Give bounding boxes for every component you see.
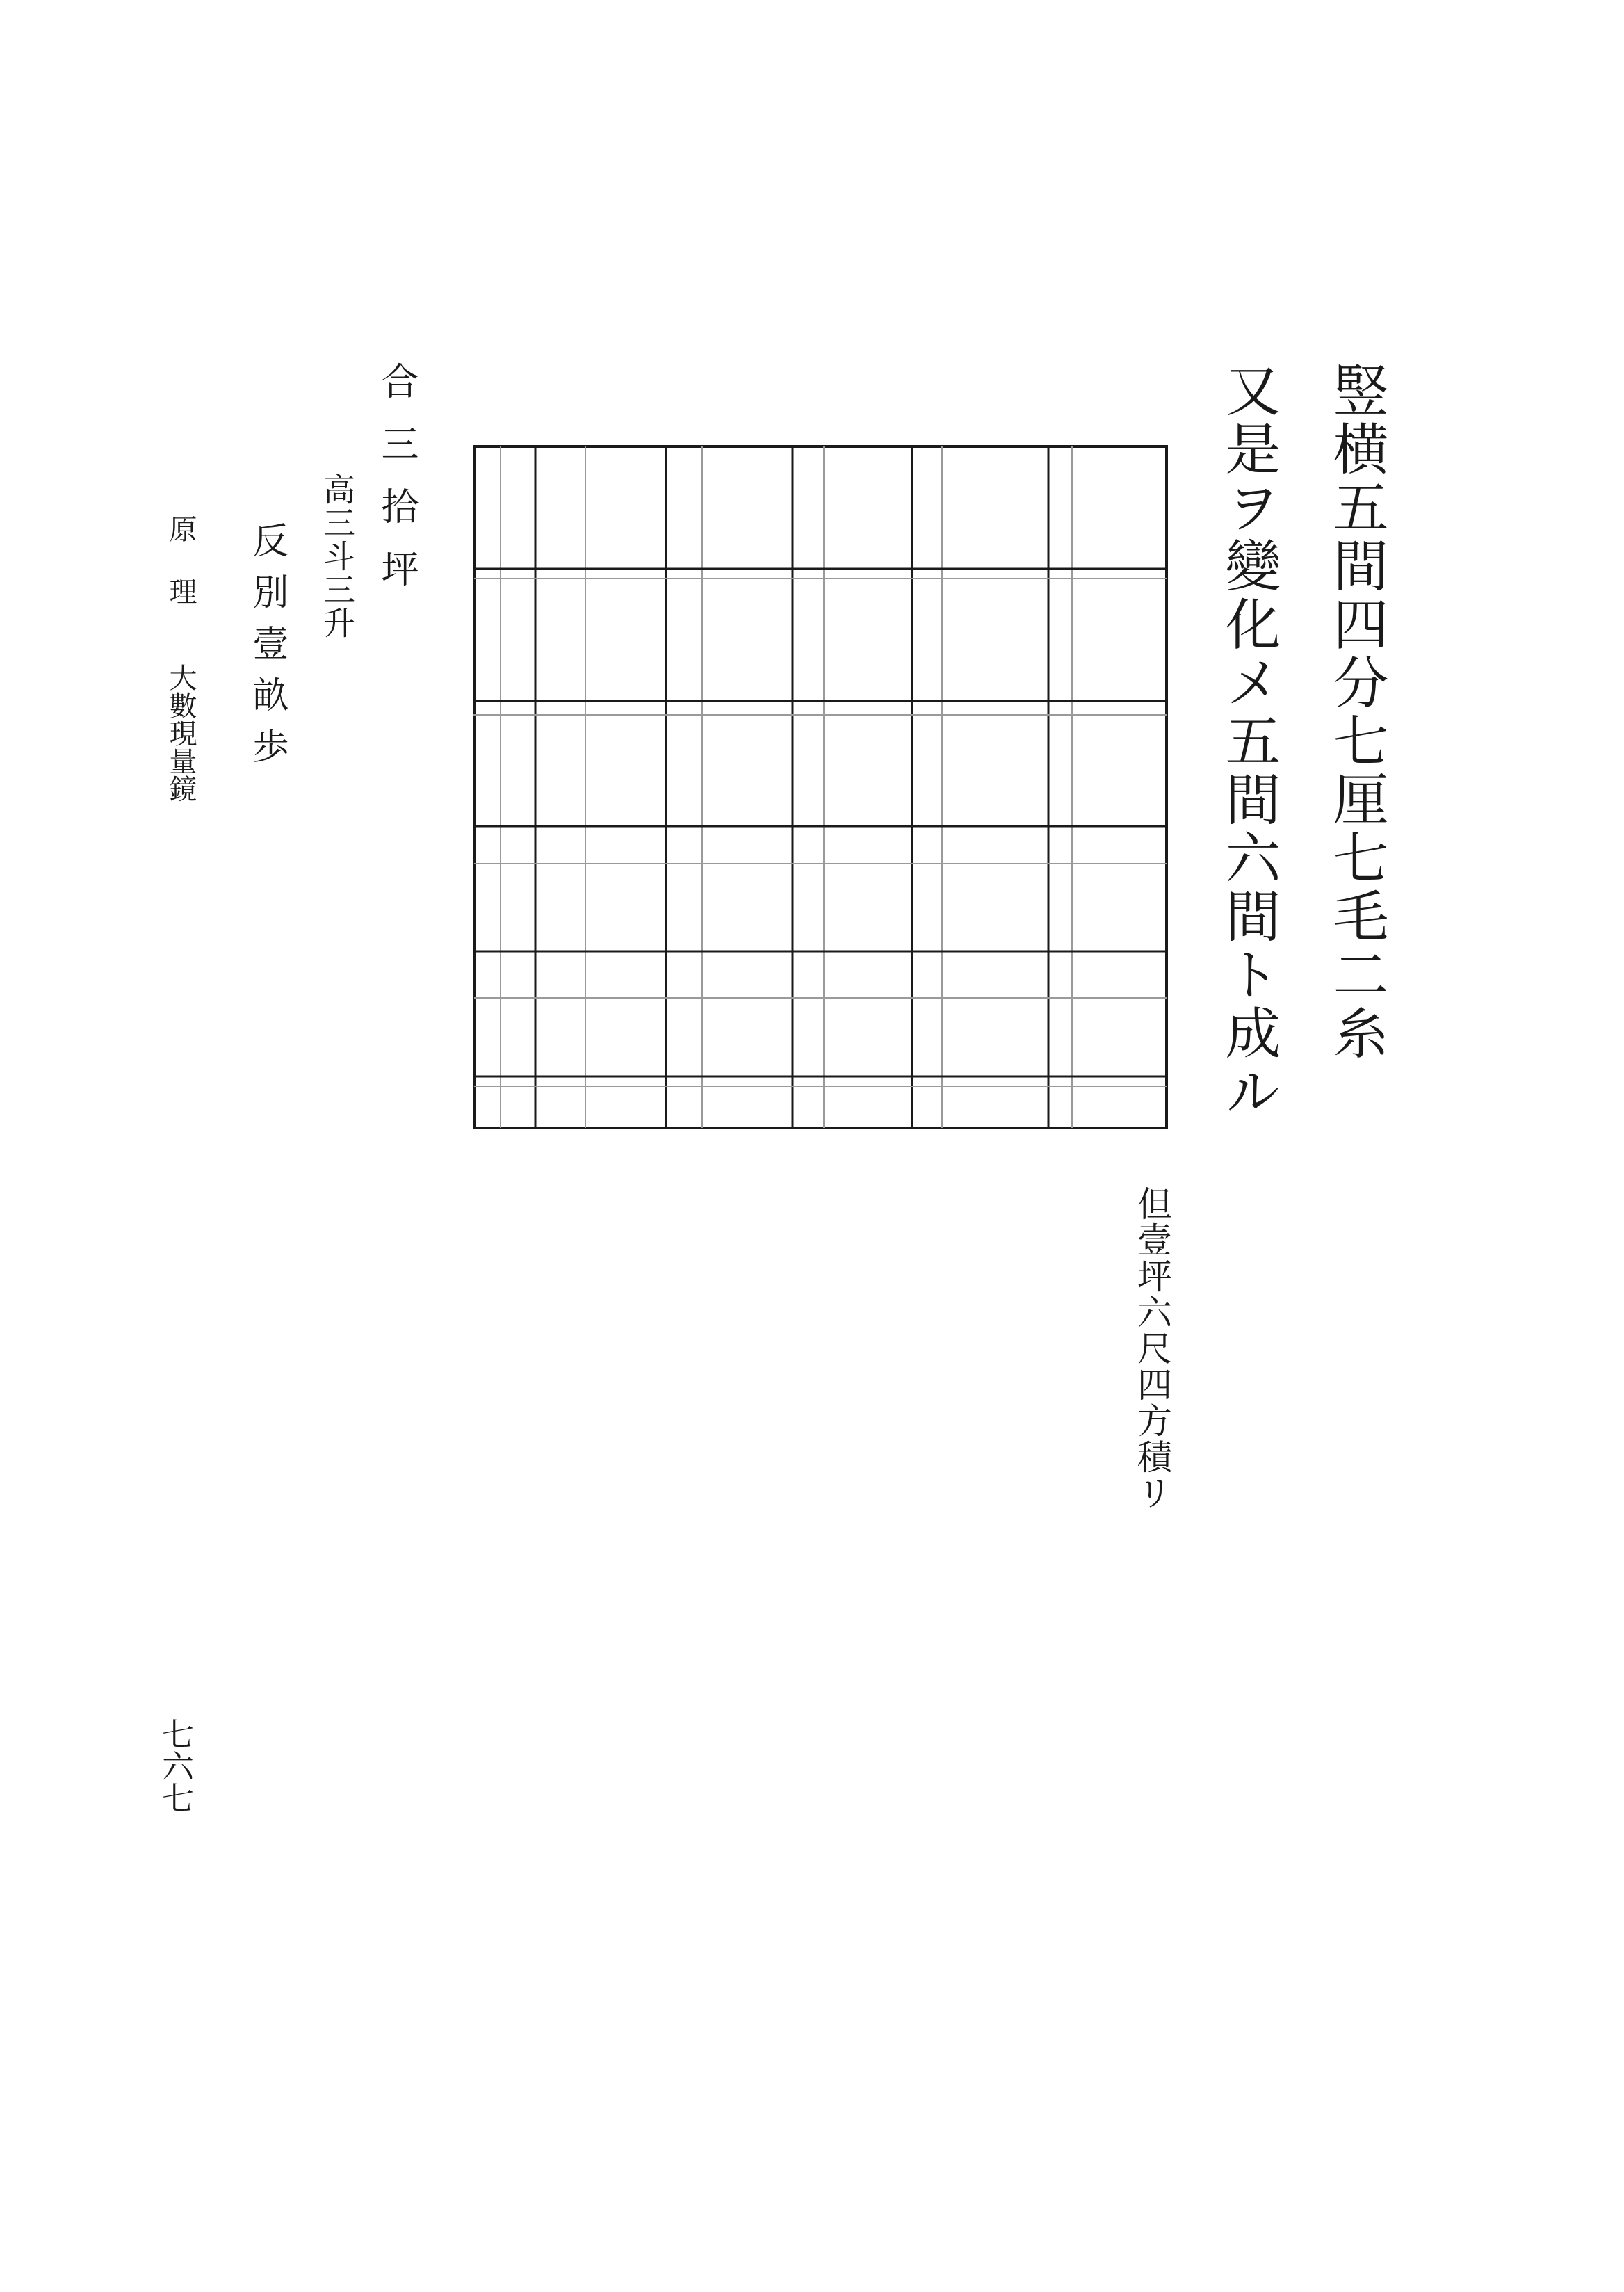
total-area: 合三拾坪 (375, 362, 419, 612)
heading-line-1: 竪横五間四分七厘七毛二糸 (1324, 362, 1388, 1063)
page-number: 七六七 (157, 1718, 195, 1814)
grid-diagram (473, 445, 1182, 1140)
grid-faint-vertical-lines (501, 446, 1072, 1128)
grid-vertical-lines (535, 446, 1048, 1128)
grid-horizontal-lines (474, 569, 1167, 1076)
running-title (167, 515, 195, 802)
running-title-part-1: 原理 (165, 515, 197, 640)
note-unit: 但壹坪六尺四方積リ (1132, 1186, 1172, 1511)
heading-line-2: 又是ヲ變化メ五間六間ト成ル (1216, 362, 1281, 1121)
yield-amount: 高三斗三升 (318, 473, 356, 640)
grid-frame (474, 446, 1167, 1128)
running-title-part-2: 大數現量鏡 (165, 663, 197, 802)
land-area: 反別壹畝歩 (246, 522, 288, 779)
grid-faint-horizontal-lines (473, 579, 1167, 1086)
